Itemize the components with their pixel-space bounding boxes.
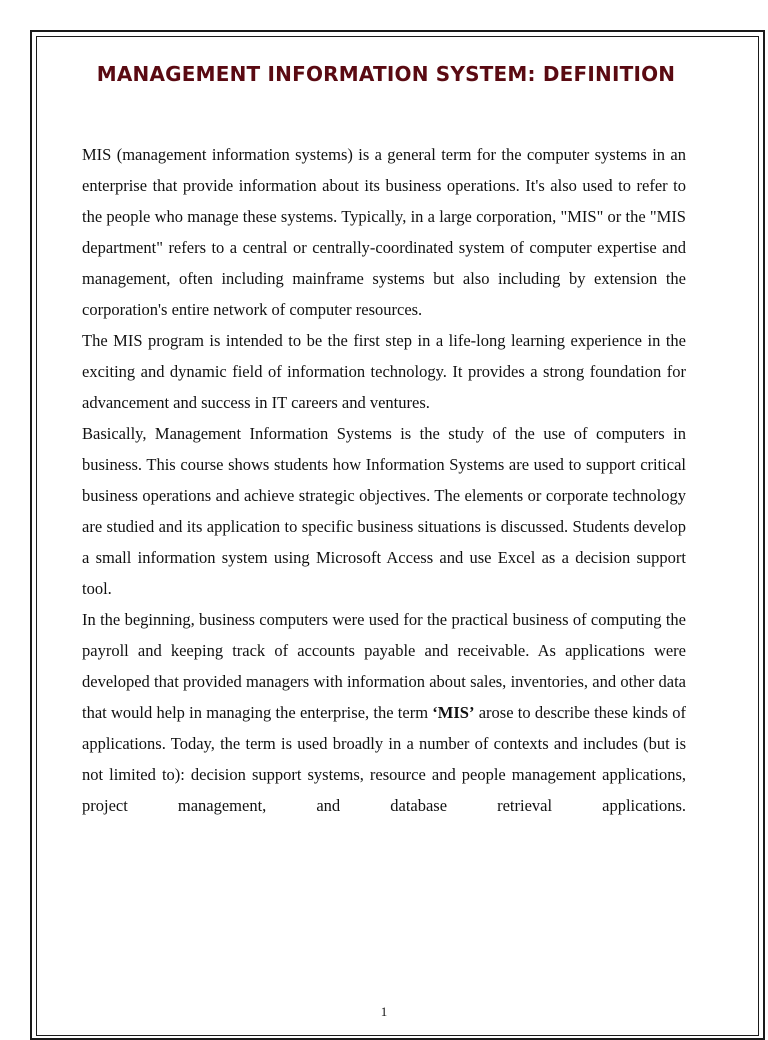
paragraph-3: Basically, Management Information Systems is the study of the use of computers in business. This course shows students how Information Systems are used to support critical business operations and achieve strategic objectives. The elements or corporate technology are studied and its application to specific business situations is discussed. Students develop a small information system using Microsoft Access and use Excel as a decision support tool. — [82, 424, 686, 598]
paragraph-4-start: In the beginning, business computers were used for the practical business of computing the payroll and keeping track of accounts payable and receivable. As applications were developed that provided managers with information about sales, inventories, and other data that would help in managing the enterprise, the term — [82, 610, 686, 722]
document-body — [82, 139, 686, 821]
paragraph-4 — [82, 604, 686, 821]
paragraph-1: MIS (management information systems) is a general term for the computer systems in an enterprise that provide information about its business operations. It's also used to refer to the people who manage these systems. Typically, in a large corporation, "MIS" or the "MIS department" refers to a central or centrally-coordinated system of computer expertise and management, often including mainframe systems but also including by extension the corporation's entire network of computer resources. — [82, 145, 686, 319]
page-number: 1 — [380, 1004, 388, 1019]
paragraph-2: The MIS program is intended to be the first step in a life-long learning experience in the exciting and dynamic field of information technology. It provides a strong foundation for advancement and success in IT careers and ventures. — [82, 331, 686, 412]
paragraph-4-end: arose to describe these kinds of applications. Today, the term is used broadly in a number of contexts and includes (but is not limited to): decision support systems, resource and people management applications, project management, and database retrieval applications. — [82, 703, 686, 815]
mis-term-bold: ‘MIS’ — [432, 703, 475, 722]
document-title: MANAGEMENT INFORMATION SYSTEM: DEFINITION — [96, 62, 676, 86]
